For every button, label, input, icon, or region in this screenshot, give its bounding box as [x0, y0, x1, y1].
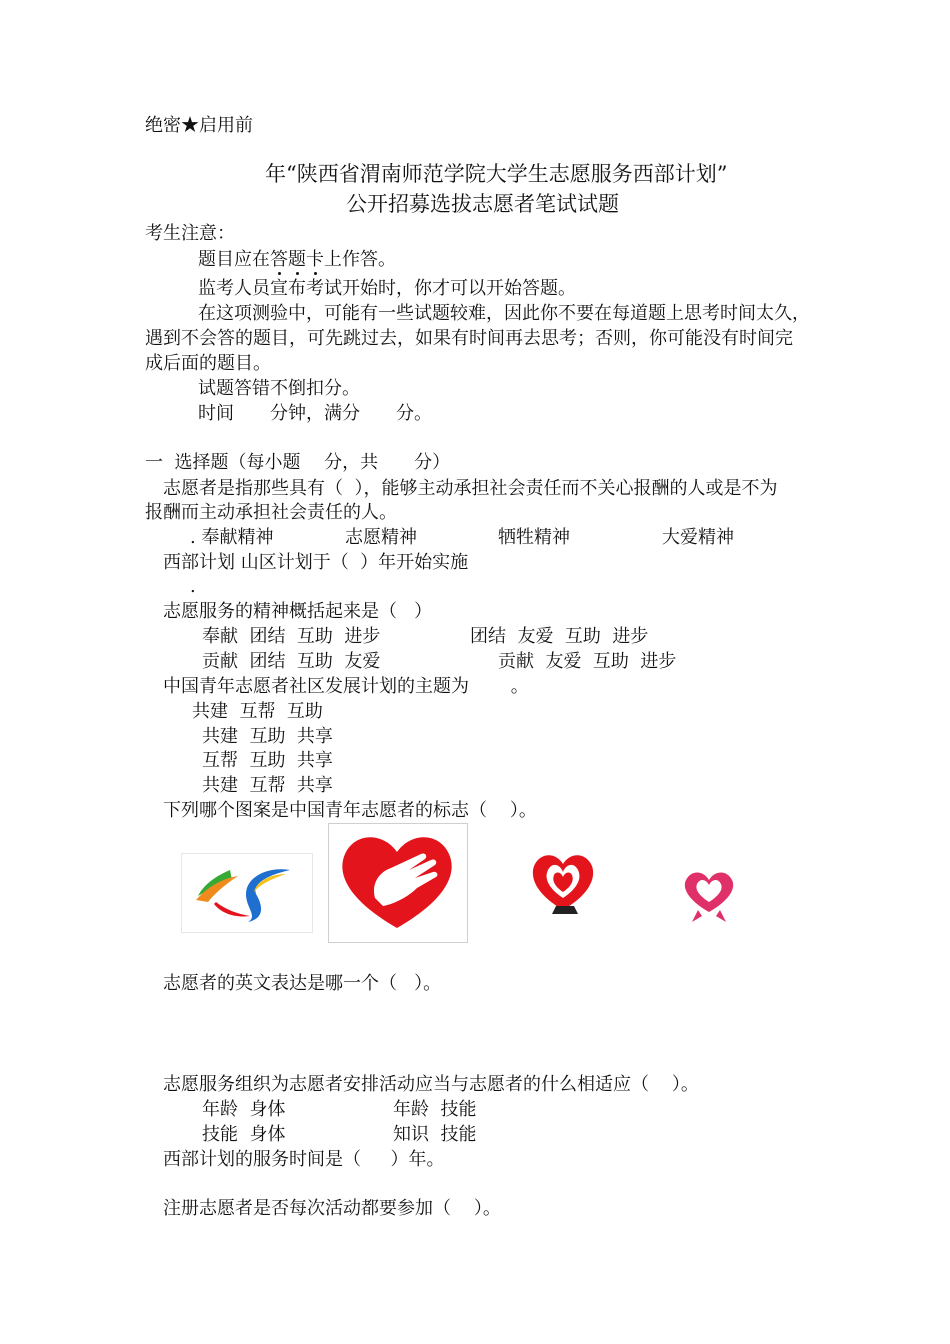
- notice-heading: 考生注意：: [145, 223, 235, 244]
- notice-item: 时间 分钟，满分 分。: [198, 403, 432, 424]
- question-6-text: 志愿者的英文表达是哪一个（ ）。: [163, 973, 442, 994]
- question-2-text: 西部计划 山区计划于（ ）年开始实施: [163, 552, 469, 573]
- document-title-line1: 年“陕西省渭南师范学院大学生志愿服务西部计划”: [265, 162, 728, 186]
- notice-item: 题目应在答题卡上作答。: [198, 249, 396, 270]
- question-1-option-b: 志愿精神: [345, 527, 417, 548]
- question-7-option-d: 知识 技能: [393, 1124, 477, 1145]
- question-4-text: 中国青年志愿者社区发展计划的主题为 。: [163, 676, 529, 697]
- question-7-option-c: 技能 身体: [202, 1124, 286, 1145]
- question-2-option-mark: .: [190, 576, 196, 597]
- question-3-option-a: 奉献 团结 互助 进步: [202, 626, 381, 647]
- question-3-option-b: 团结 友爱 互助 进步: [470, 626, 649, 647]
- notice-item: 监考人员宣布考试开始时，你才可以开始答题。: [198, 278, 576, 299]
- question-1-option-d: 大爱精神: [662, 527, 734, 548]
- question-5-text: 下列哪个图案是中国青年志愿者的标志（ ）。: [163, 800, 537, 821]
- question-4-option-a: 共建 互帮 互助: [192, 701, 323, 722]
- question-7-option-a: 年龄 身体: [202, 1099, 286, 1120]
- question-3-text: 志愿服务的精神概括起来是（ ）: [163, 601, 433, 622]
- question-1-option-a: . 奉献精神: [190, 527, 274, 548]
- question-3-option-c: 贡献 团结 互助 友爱: [202, 651, 381, 672]
- heart-dove-logo-icon: [526, 848, 600, 920]
- section-heading: 一 选择题（每小题 分，共 分）: [145, 452, 451, 473]
- swoosh-logo-icon: [186, 860, 306, 926]
- notice-item: 遇到不会答的题目，可先跳过去，如果有时间再去思考；否则，你可能没有时间完: [145, 328, 793, 349]
- notice-item: 在这项测验中，可能有一些试题较难，因此你不要在每道题上思考时间太久，: [198, 303, 810, 324]
- confidential-label: 绝密★启用前: [145, 115, 253, 136]
- question-1-text-cont: 报酬而主动承担社会责任的人。: [145, 502, 397, 523]
- question-3-option-d: 贡献 友爱 互助 进步: [498, 651, 677, 672]
- notice-item: 试题答错不倒扣分。: [198, 378, 360, 399]
- heart-hand-logo-icon: [335, 828, 459, 936]
- question-1-text: 志愿者是指那些具有（ ），能够主动承担社会责任而不关心报酬的人或是不为: [163, 478, 778, 499]
- question-4-option-c: 互帮 互助 共享: [202, 750, 333, 771]
- question-1-option-c: 牺牲精神: [498, 527, 570, 548]
- notice-item: 成后面的题目。: [145, 353, 271, 374]
- heart-ribbon-logo-icon: [680, 868, 738, 924]
- question-9-text: 注册志愿者是否每次活动都要参加（ ）。: [163, 1198, 501, 1219]
- question-8-text: 西部计划的服务时间是（ ）年。: [163, 1149, 445, 1170]
- question-4-option-d: 共建 互帮 共享: [202, 775, 333, 796]
- question-7-option-b: 年龄 技能: [393, 1099, 477, 1120]
- question-4-option-b: 共建 互助 共享: [202, 726, 333, 747]
- document-title-line2: 公开招募选拔志愿者笔试试题: [346, 192, 619, 216]
- question-7-text: 志愿服务组织为志愿者安排活动应当与志愿者的什么相适应（ ）。: [163, 1074, 699, 1095]
